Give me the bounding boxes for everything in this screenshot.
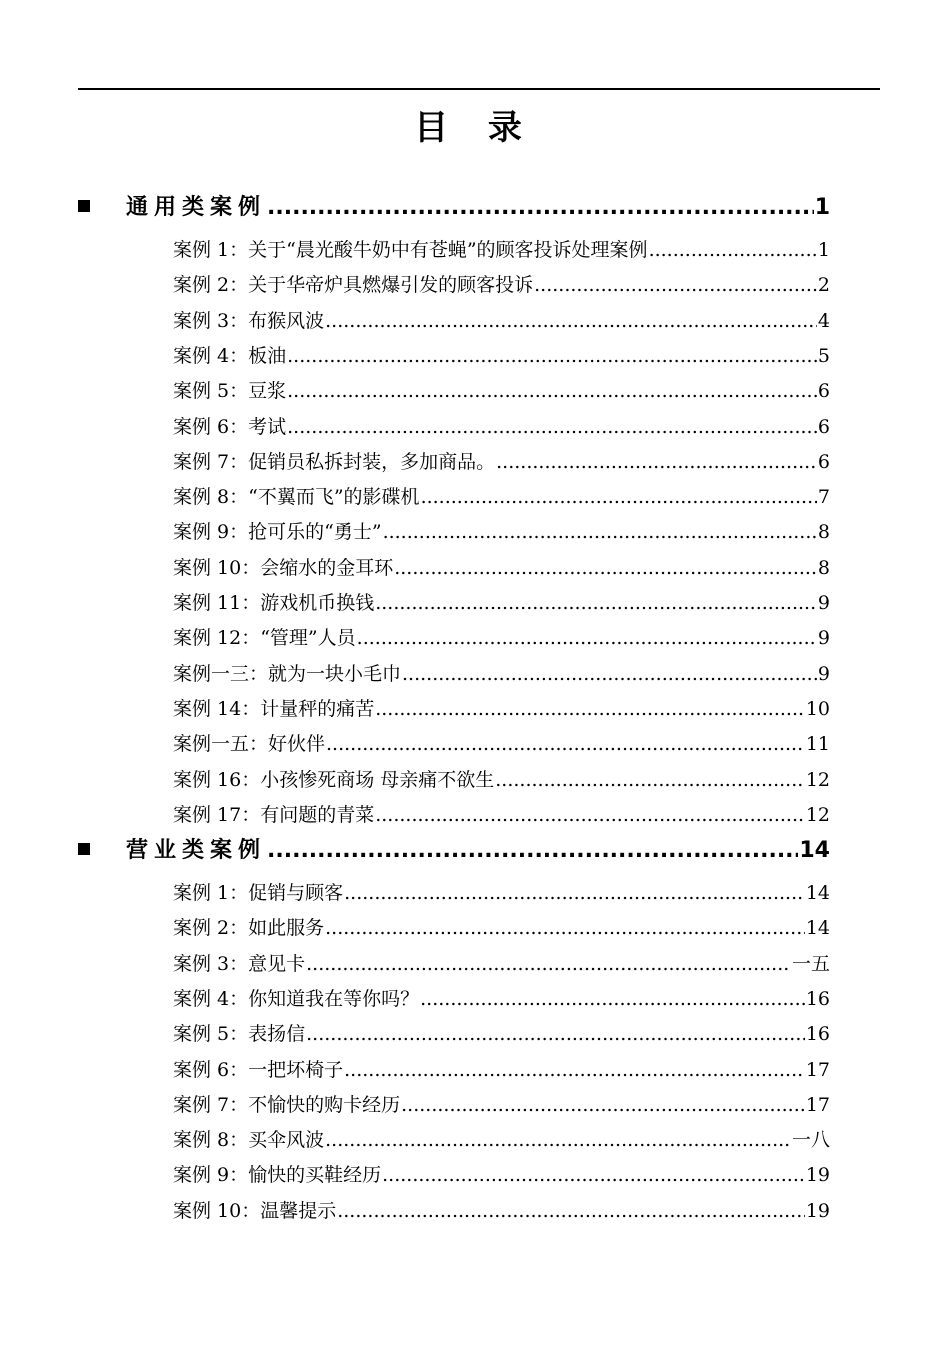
toc-dot-leader: [267, 191, 814, 225]
toc-entry-label: 案例 1：促销与顾客: [173, 882, 344, 904]
toc-entry-page: 9: [817, 592, 830, 614]
toc-dot-leader: [382, 1160, 805, 1190]
toc-entry-label: 案例 8：“不翼而飞”的影碟机: [173, 486, 420, 509]
toc-entry[interactable]: [173, 588, 830, 618]
toc-entry-label: 案例 12：“管理”人员: [173, 627, 356, 650]
toc-entry-label: 案例 8：买伞风波: [173, 1129, 325, 1152]
toc-entry-label: 案例 7：促销员私拆封装，多加商品。: [173, 450, 496, 473]
toc-dot-leader: [375, 588, 817, 618]
toc-entry-page: 6: [817, 450, 830, 473]
toc-entry-page: 6: [817, 380, 830, 403]
toc-dot-leader: [649, 235, 817, 265]
toc-entry[interactable]: [173, 235, 830, 265]
toc-entry-page: 14: [805, 917, 830, 940]
toc-entry[interactable]: [173, 1196, 830, 1226]
toc-entry[interactable]: [173, 447, 830, 477]
toc-entry-page: 5: [817, 344, 830, 367]
toc-entry[interactable]: [173, 1055, 830, 1085]
toc-entry[interactable]: [173, 984, 830, 1014]
toc-entry-page: 1: [817, 239, 830, 261]
toc-entry-label: 案例 5：豆浆: [173, 380, 287, 403]
toc-entry-label: 案例 4：板油: [173, 344, 287, 367]
toc-entry[interactable]: [173, 949, 830, 979]
toc-entry-page: 12: [805, 768, 830, 791]
toc-dot-leader: [357, 623, 817, 653]
toc-dot-leader: [420, 984, 805, 1014]
toc-entry-page: 17: [805, 1058, 830, 1081]
toc-entry[interactable]: [173, 517, 830, 547]
toc-section-heading[interactable]: [78, 834, 830, 868]
toc-dot-leader: [534, 270, 817, 300]
toc-dot-leader: [375, 800, 805, 830]
toc-dot-leader: [401, 1090, 805, 1120]
toc-entry[interactable]: [173, 800, 830, 830]
toc-entry[interactable]: [173, 553, 830, 583]
toc-entry-page: 14: [805, 882, 830, 904]
toc-section-page: 1: [814, 195, 830, 220]
toc-dot-leader: [402, 659, 817, 689]
toc-entry[interactable]: [173, 913, 830, 943]
toc-entry[interactable]: [173, 729, 830, 759]
toc-entry-page: 16: [805, 987, 830, 1010]
toc-dot-leader: [325, 913, 805, 943]
toc-entry[interactable]: [173, 1160, 830, 1190]
toc-entry-label: 案例 5：表扬信: [173, 1023, 306, 1046]
toc-entry-label: 案例 9：愉快的买鞋经历: [173, 1164, 382, 1187]
toc-entry-page: 9: [817, 662, 830, 685]
toc-entry-label: 案例 7：不愉快的购卡经历: [173, 1093, 401, 1116]
toc-entry-page: 10: [805, 697, 830, 720]
toc-entry-label: 案例 17：有问题的青菜: [173, 803, 375, 826]
toc-dot-leader: [495, 765, 805, 795]
toc-entry-label: 案例 9：抢可乐的“勇士”: [173, 521, 382, 544]
page-title: 目 录: [414, 108, 536, 148]
toc-entry-page: 4: [817, 309, 830, 332]
toc-entry-label: 案例 14：计量秤的痛苦: [173, 697, 375, 720]
square-bullet-icon: [78, 200, 90, 212]
toc-dot-leader: [267, 834, 798, 868]
toc-entry-page: 16: [805, 1023, 830, 1046]
toc-entry-page: 6: [817, 415, 830, 438]
toc-entry[interactable]: [173, 1125, 830, 1155]
toc-section-heading[interactable]: [78, 191, 830, 225]
toc-entry-page: 8: [817, 556, 830, 579]
toc-entry-label: 案例 6：考试: [173, 415, 287, 438]
toc-entry[interactable]: [173, 659, 830, 689]
toc-dot-leader: [306, 1019, 805, 1049]
toc-entry[interactable]: [173, 1090, 830, 1120]
toc-section-label: 营业类案例: [126, 838, 267, 863]
toc-entry-page: 17: [805, 1093, 830, 1116]
toc-dot-leader: [394, 553, 817, 583]
toc-dot-leader: [306, 949, 791, 979]
toc-entry-label: 案例 3：布猴风波: [173, 309, 325, 332]
toc-dot-leader: [326, 729, 805, 759]
toc-entry[interactable]: [173, 376, 830, 406]
toc-entry-page: 2: [817, 274, 830, 297]
toc-dot-leader: [287, 412, 817, 442]
toc-dot-leader: [325, 306, 817, 336]
toc-entry[interactable]: [173, 412, 830, 442]
toc-entry[interactable]: [173, 270, 830, 300]
toc-section-page: 14: [799, 838, 830, 863]
toc-entry-page: 一八: [791, 1129, 830, 1152]
toc-entry[interactable]: [173, 694, 830, 724]
toc-dot-leader: [325, 1125, 791, 1155]
toc-entry-label: 案例 11：游戏机币换钱: [173, 592, 375, 614]
toc-dot-leader: [383, 517, 817, 547]
toc-entry[interactable]: [173, 765, 830, 795]
toc-dot-leader: [287, 341, 817, 371]
toc-entry-label: 案例 10：温馨提示: [173, 1199, 337, 1222]
toc-dot-leader: [287, 376, 817, 406]
toc-entry-page: 19: [805, 1199, 830, 1222]
square-bullet-icon: [78, 843, 90, 855]
toc-entry[interactable]: [173, 1019, 830, 1049]
toc-dot-leader: [344, 878, 805, 908]
toc-entry-page: 7: [817, 486, 830, 509]
toc-entry-page: 11: [805, 733, 830, 756]
toc-entry[interactable]: [173, 306, 830, 336]
toc-entry-label: 案例 3：意见卡: [173, 952, 306, 975]
toc-entry[interactable]: [173, 623, 830, 653]
toc-section-label: 通用类案例: [126, 195, 267, 220]
toc-dot-leader: [344, 1055, 805, 1085]
toc-entry-label: 案例 6：一把坏椅子: [173, 1058, 344, 1081]
toc-entry-page: 8: [817, 521, 830, 544]
toc-entry[interactable]: [173, 482, 830, 512]
toc-entry[interactable]: [173, 878, 830, 908]
toc-entry-label: 案例 2：如此服务: [173, 917, 325, 940]
toc-entry-label: 案例 10：会缩水的金耳环: [173, 556, 394, 579]
toc-entry-page: 19: [805, 1164, 830, 1187]
toc-entry-label: 案例 4：你知道我在等你吗？: [173, 987, 420, 1010]
toc-entry-label: 案例 1：关于“晨光酸牛奶中有苍蝇”的顾客投诉处理案例: [173, 239, 648, 261]
toc-entry-label: 案例 16：小孩惨死商场 母亲痛不欲生: [173, 768, 495, 791]
toc-entry[interactable]: [173, 341, 830, 371]
toc-entry-page: 9: [817, 627, 830, 650]
toc-entry-label: 案例一五：好伙伴: [173, 733, 326, 756]
toc-dot-leader: [496, 447, 817, 477]
toc-dot-leader: [337, 1196, 805, 1226]
toc-entry-page: 12: [805, 803, 830, 826]
toc-dot-leader: [375, 694, 805, 724]
toc-dot-leader: [421, 482, 817, 512]
toc-entry-label: 案例一三：就为一块小毛巾: [173, 662, 402, 685]
toc-entry-page: 一五: [791, 952, 830, 975]
header-rule: [78, 88, 880, 90]
toc-entry-label: 案例 2：关于华帝炉具燃爆引发的顾客投诉: [173, 274, 534, 297]
